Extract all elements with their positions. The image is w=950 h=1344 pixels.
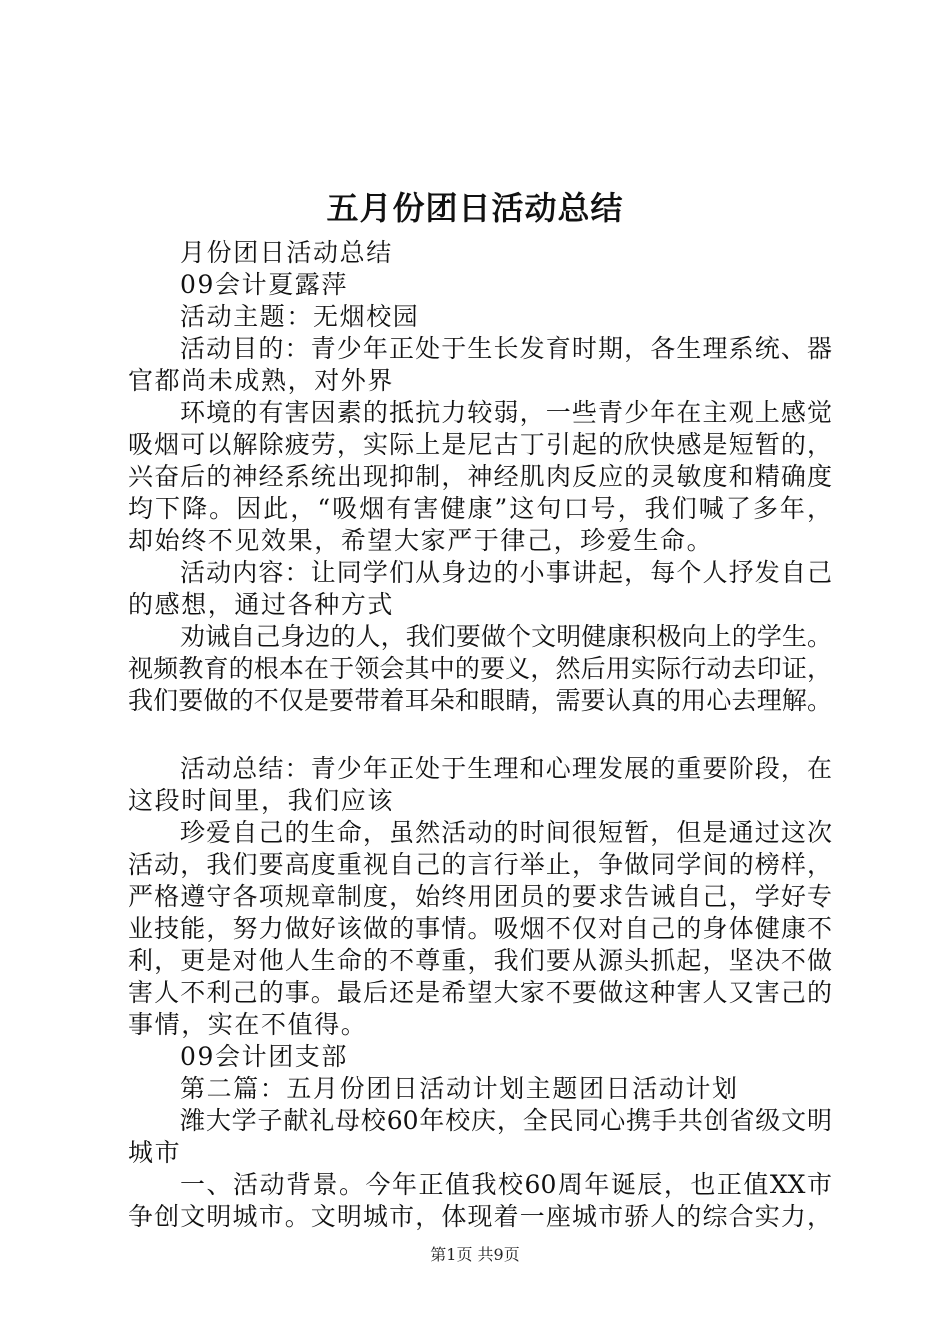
page-footer: 第1页 共9页 [430,1245,520,1264]
text-line: 活动内容：让同学们从身边的小事讲起，每个人抒发自己 [180,558,832,587]
text-line: 城市 [128,1138,182,1167]
document-body [128,237,832,1233]
text-line: 我们要做的不仅是要带着耳朵和眼睛，需要认真的用心去理解。 [128,686,832,715]
text-line: 吸烟可以解除疲劳，实际上是尼古丁引起的欣快感是短暂的， [128,430,832,459]
text-line: 的感想，通过各种方式 [128,590,395,619]
text-line: 劝诫自己身边的人，我们要做个文明健康积极向上的学生。 [180,622,832,651]
text-line: 严格遵守各项规章制度，始终用团员的要求告诫自己，学好专 [128,882,832,911]
text-line: 兴奋后的神经系统出现抑制，神经肌肉反应的灵敏度和精确度 [128,462,832,491]
text-line: 利，更是对他人生命的不尊重，我们要从源头抓起，坚决不做 [128,946,832,975]
text-line: 09会计团支部 [180,1042,349,1071]
text-line: 官都尚未成熟，对外界 [128,366,395,395]
blank-line [128,717,832,753]
text-line: 视频教育的根本在于领会其中的要义，然后用实际行动去印证， [128,654,832,683]
text-line: 这段时间里，我们应该 [128,786,395,815]
text-line: 争创文明城市。文明城市，体现着一座城市骄人的综合实力， [128,1202,832,1231]
text-line: 活动总结：青少年正处于生理和心理发展的重要阶段，在 [180,754,832,783]
text-line: 一、活动背景。今年正值我校60周年诞辰，也正值XX市 [180,1170,832,1199]
text-line: 月份团日活动总结 [180,238,393,267]
text-line: 却始终不见效果，希望大家严于律己，珍爱生命。 [128,526,714,555]
text-line: 活动，我们要高度重视自己的言行举止，争做同学间的榜样， [128,850,832,879]
text-line: 09会计夏露萍 [180,270,349,299]
text-line: 活动目的：青少年正处于生长发育时期，各生理系统、器 [180,334,832,363]
text-line: 活动主题：无烟校园 [180,302,420,331]
text-line: 珍爱自己的生命，虽然活动的时间很短暂，但是通过这次 [180,818,832,847]
text-line: 环境的有害因素的抵抗力较弱，一些青少年在主观上感觉 [180,398,832,427]
document-title: 五月份团日活动总结 [326,189,624,227]
text-line: 害人不利己的事。最后还是希望大家不要做这种害人又害己的 [128,978,832,1007]
text-line: 潍大学子献礼母校60年校庆，全民同心携手共创省级文明 [180,1106,832,1135]
text-line: 第二篇：五月份团日活动计划主题团日活动计划 [180,1074,739,1103]
text-line: 均下降。因此，“吸烟有害健康”这句口号，我们喊了多年， [128,494,832,523]
text-line: 事情，实在不值得。 [128,1010,368,1039]
text-line: 业技能，努力做好该做的事情。吸烟不仅对自己的身体健康不 [128,914,832,943]
